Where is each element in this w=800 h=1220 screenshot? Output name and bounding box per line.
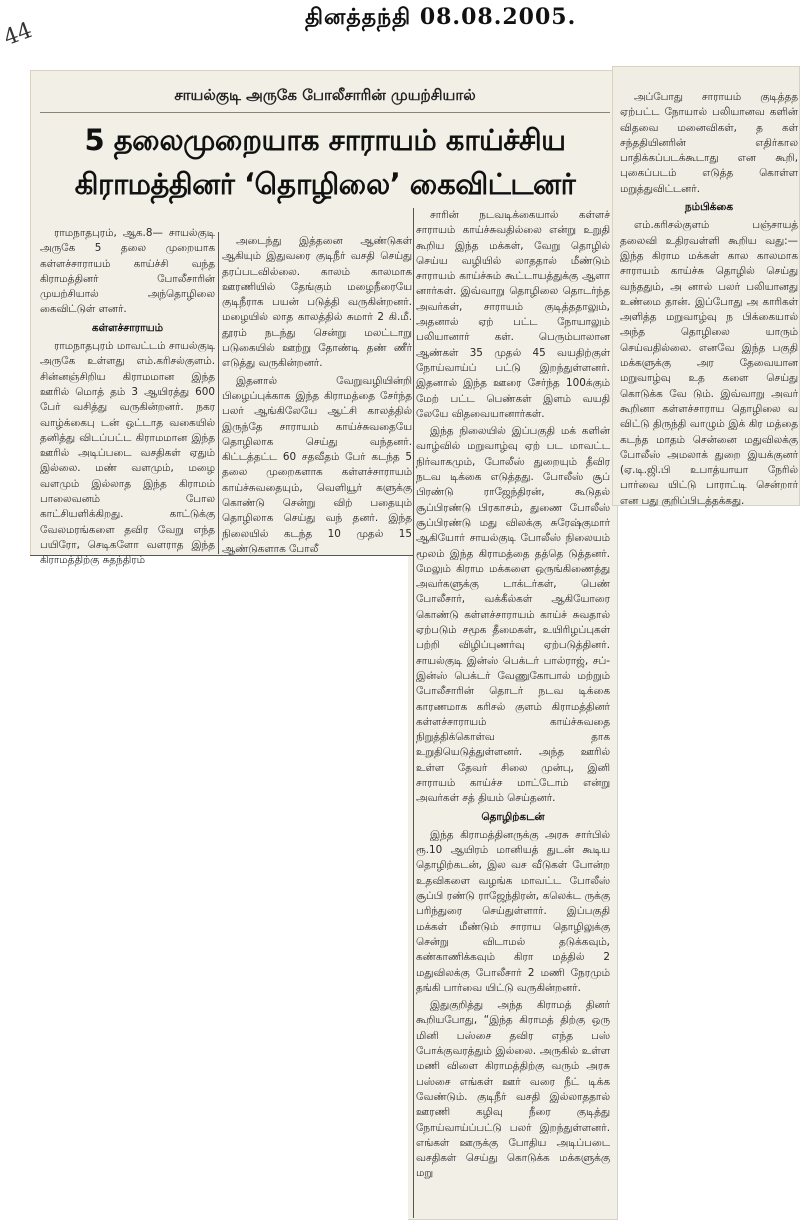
body-paragraph: இந்த நிலையில் இப்பகுதி மக் களின் வாழ்வில் மறுவாழ்வு ஏற் பட மாவட்ட நிர்வாகமும், போலீஸ் துறையும் தீவிர நடவ டிக்கை எடுத்தது. போலீஸ் சூப் பிரண்டு ராஜேந்திரன், கூடுதல் சூப்பிரண்டு பிரகாசம், துணை போலீஸ் சூப்பிரண்டு மது விலக்கு சுரேஷ்குமார் ஆகியோர் சாயல்குடி போலீஸ் நிலையம் மூலம் இந்த கிராமத்தை தத்தெ டுத்தனர். மேலும் கிராம மக்களை ஒருங்கிணைத்து அவர்களுக்கு டாக்டர்கள், பெண் போலீசார், வக்கீல்கள் ஆகியோரை கொண்டு கள்ளச்சாராயம் காய்ச் சுவதால் ஏற்படும் சமூக தீமைகள், உயிரிழப்புகள் பற்றி விழிப்புணர்வு ஏற்படுத்தினர். சாயல்குடி இன்ஸ் பெக்டர் பால்ராஜ், சப்-இன்ஸ் பெக்டர் வேணுகோபால் மற்றும் போலீசாரின் தொடர் நடவ டிக்கை காரணமாக கரிசல் குளம் கிராமத்தினர் கள்ளச்சாராயம் காய்ச்சுவதை நிறுத்திக்கொள்வ தாக உறுதியெடுத்துள்ளனர். அந்த ஊரில் உள்ள தேவர் சிலை முன்பு, இனி சாராயம் காய்ச்ச மாட்டோம் என்று அவர்கள் சத் தியம் செய்தனர். — [416, 425, 610, 805]
clipping-source-date-note: தினத்தந்தி 08.08.2005. — [305, 4, 577, 30]
body-paragraph: சாரின் நடவடிக்கையால் கள்ளச் சாராயம் காய்ச்சுவதில்லை என்று உறுதி கூறிய இந்த மக்கள், வேறு தொழில் செய்ய வழியில் லாததால் மீண்டும் சாராயம் காய்ச்சும் கூட்டாயத்துக்கு ஆளா னார்கள். இவ்வாறு தொழிலை தொடர்ந்த அவர்கள், சாராயம் குடித்ததாலும், அதனால் ஏற் பட்ட நோயாலும் பலியானார் கள். பெரும்பாலான ஆண்கள் 35 முதல் 45 வயதிற்குள் நோய்வாய்ப் பட்டு இறந்துள்ளனர். இதனால் இந்த ஊரை சேர்ந்த 100க்கும் மேற் பட்ட பெண்கள் இளம் வயதி லேயே விதவையானார்கள். — [416, 209, 610, 420]
article-headline — [40, 118, 610, 206]
body-paragraph: அடைந்து இத்தனை ஆண்டுகள் ஆகியும் இதுவரை குடிநீர் வசதி செய்து தரப்படவில்லை. காலம் காலமாக ஊரணியில் தேங்கும் மழைநீரையே குடிநீராக பயன் படுத்தி வருகின்றனர். மழையில் லாத காலத்தில் சுமார் 2 கி.மீ. தூரம் நடந்து சென்று மலட்டாறு படுகையில் ஊற்று தோண்டி தண் ணீர் எடுத்து வருகின்றனர். — [222, 235, 412, 370]
subheading: நம்பிக்கை — [684, 201, 734, 214]
kicker-rule — [40, 112, 610, 113]
article-column-3 — [416, 208, 610, 1220]
article-kicker: சாயல்குடி அருகே போலீசாரின் முயற்சியால் — [174, 86, 476, 104]
body-paragraph: இந்த கிராமத்தினருக்கு அரசு சார்பில் ரூ.10 ஆயிரம் மானியத் துடன் கூடிய தொழிற்கடன், இல வச வீடுகள் போன்ற உதவிகளை வழங்க மாவட்ட போலீஸ் சூப்பி ரண்டு ராஜேந்திரன், கலெக்ட ருக்கு பரிந்துரை செய்துள்ளார். இப்பகுதி மக்கள் மீண்டும் சாராய தொழிலுக்கு சென்று விடாமல் தடுக்கவும், கண்காணிக்கவும் கிரா மத்தில் 2 மதுவிலக்கு போலீசார் 2 மணி நேரமும் தங்கி பார்வை யிட்டு வருகின்றனர். — [416, 828, 610, 994]
dateline-paragraph: ராமநாதபுரம், ஆக.8— சாயல்குடி அருகே 5 தலை முறையாக கள்ளச்சாராயம் காய்ச்சி வந்த கிராமத்தினர் போலீசாரின் முயற்சியால் அந்தொழிலை கைவிட்டுள் ளனர். — [40, 227, 215, 316]
subheading: தொழிற்கடன் — [481, 810, 545, 823]
column-divider — [413, 208, 414, 1218]
article-column-2 — [222, 234, 412, 555]
body-paragraph: எம்.கரிசல்குளம் பஞ்சாயத் தலைவி உதிரவள்ளி கூறிய வது:— இந்த கிராம மக்கள் கால காலமாக சாராயம் காய்ச்சு தொழில் செய்து வந்ததும், அ னால் பலர் பலியானது உண்மை தான். இப்போது அ காரிகள் அளித்த மறுவாழ்வு ந பிக்கையால் அந்த தொழிலை யாரும் செய்வதில்லை. எனவே இந்த பகுதி மக்களுக்கு அர தேவையான மறுவாழ்வு உத களை செய்து கொடுக்க வே டும். இவ்வாறு அவர் கூறினா கள்ளச்சாராய தொழிலை வ விட்டு திருந்தி வாழும் இக் கிர மத்தை கடந்த மாதம் சென்னை மதுவிலக்கு போலீஸ் அமலாக் துறை இயக்குனர் (ஏ.டி.ஜி.பி உபாத்யாயா நேரில் பார்வை யிட்டு பாராட்டி சென்றார் என பது குறிப்பிடத்தக்கது. — [620, 219, 798, 507]
column-divider — [218, 232, 219, 554]
body-paragraph: அப்போது சாராயம் குடித்தத ஏற்பட்ட நோயால் பலியானவ களின் விதவை மனைவிகள், த கள் சந்ததியினரின் எதிர்கால பாதிக்கப்படக்கூடாது என கூறி, புகைப்படம் எடுத்த கொள்ள மறுத்துவிட்டனர். — [620, 91, 798, 195]
headline-line-2: கிராமத்தினர் ‘தொழிலை’ கைவிட்டனர் — [74, 167, 576, 201]
headline-line-1: 5 தலைமுறையாக சாராயம் காய்ச்சிய — [84, 123, 566, 157]
body-paragraph: இதனால் வேறுவழியின்றி பிழைப்புக்காக இந்த கிராமத்தை சேர்ந்த பலர் ஆங்கிலேயே ஆட்சி காலத்தில் இருந்தே சாராயம் காய்ச்சுவதையே தொழிலாக செய்து வந்தனர். கிட்டத்தட்ட 60 சதவீதம் பேர் கடந்த 5 தலை முறைகளாக கள்ளச்சாராயம் காய்ச்சுவதையும், வெளியூர் களுக்கு கொண்டு சென்று விற் பதையும் தொழிலாக செய்து வந் தனர். இந்த நிலையில் கடந்த 10 முதல் 15 ஆண்டுகளாக போலீ — [222, 374, 412, 555]
article-column-4 — [620, 90, 798, 507]
blank-page-area — [30, 556, 408, 1220]
body-paragraph: இதுகுறித்து அந்த கிராமத் தினர் கூறியபோது, “இந்த கிராமத் திற்கு ஒரு மினி பஸ்சை தவிர எந்த பஸ் போக்குவரத்தும் இல்லை. அருகில் உள்ள மணி விளை கிராமத்திற்கு வரும் அரசு பஸ்சை எங்கள் ஊர் வரை நீட் டிக்க வேண்டும். குடிநீர் வசதி இல்லாததால் ஊரணி கழிவு நீரை குடித்து நோய்வாய்ப்பட்டு பலர் இறந்துள்ளனர். எங்கள் ஊருக்கு போதிய அடிப்படை வசதிகள் செய்து கொடுக்க மக்களுக்கு மறு — [416, 999, 610, 1180]
article-column-1 — [40, 226, 215, 567]
corner-handwritten-mark: 44 — [0, 17, 36, 52]
body-paragraph: ராமநாதபுரம் மாவட்டம் சாயல்குடி அருகே உள்ளது எம்.கரிசல்குளம். சின்னஞ்சிறிய கிராமமான இந்த ஊரில் மொத் தம் 3 ஆயிரத்து 600 பேர் வசித்து வருகின்றனர். நகர வாழ்க்கைபு டன் ஒட்டாத வகையில் தனித்து விடப்பட்ட கிராமமான இந்த ஊரில் அடிப்படை வசதிகள் ஏதும் இல்லை. மண் வளமும், மழை வளமும் இல்லாத இந்த கிராமம் பாலைவனம் போல காட்சியளிக்கிறது. காட்டுக்கு வேலமரங்களை தவிர வேறு எந்த பயிரோ, செடிகளோ வளராத இந்த கிராமத்திற்கு சுதந்திரம் — [40, 340, 215, 567]
subheading: கள்ளச்சாராயம் — [91, 321, 164, 334]
